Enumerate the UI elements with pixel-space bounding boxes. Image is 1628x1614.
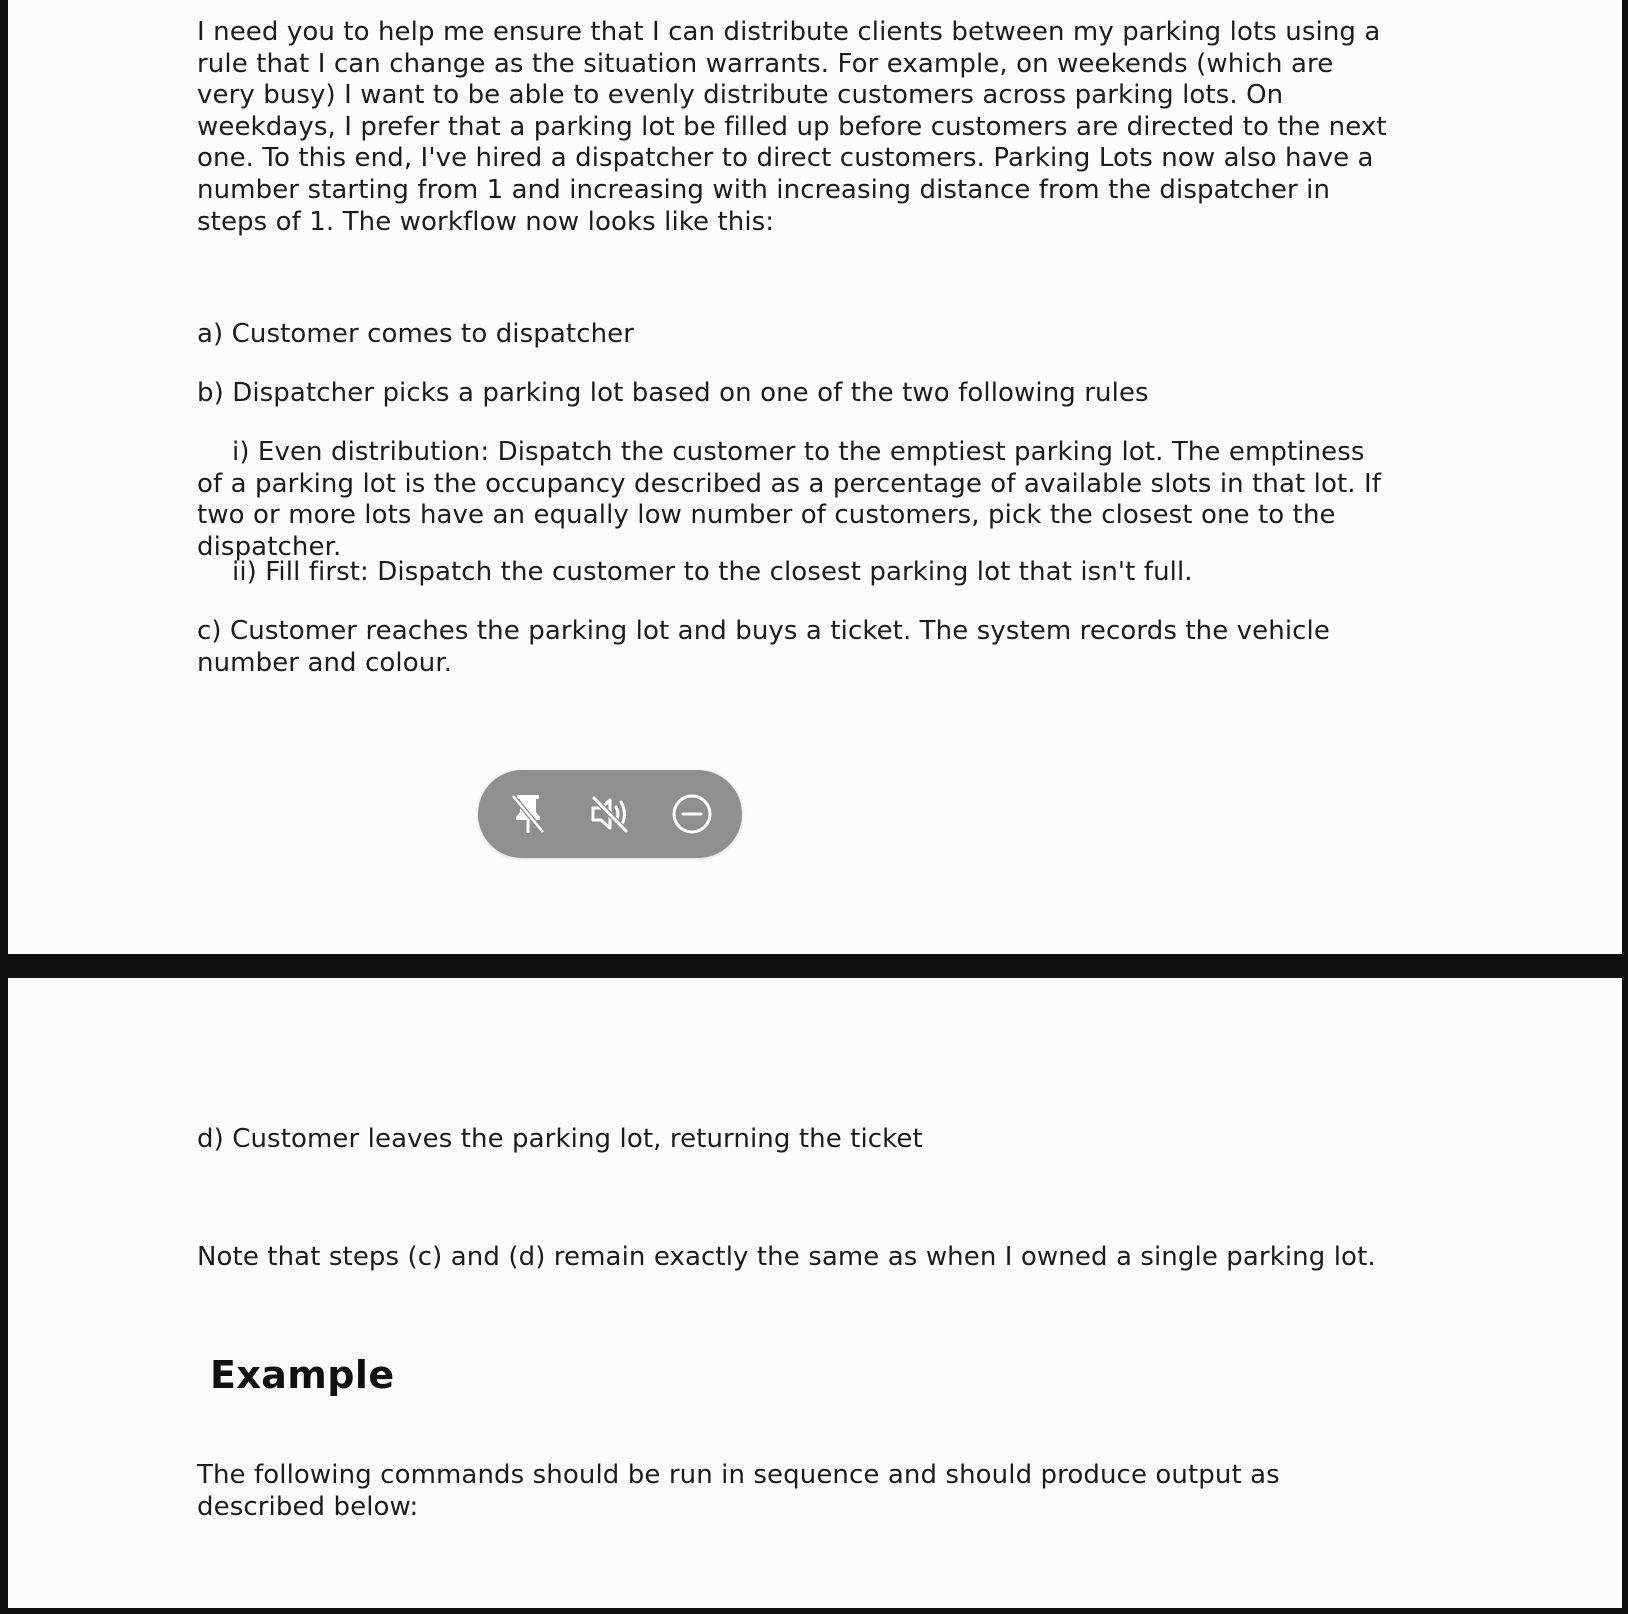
floating-control-bar xyxy=(478,770,742,858)
minimize-button[interactable] xyxy=(666,788,718,840)
step-b: b) Dispatcher picks a parking lot based on one of the two following rules xyxy=(197,378,1149,408)
document-page-top xyxy=(8,0,1622,954)
example-heading: Example xyxy=(210,1353,395,1397)
unpin-icon xyxy=(508,792,548,836)
rule-even-distribution: i) Even distribution: Dispatch the customer to the emptiest parking lot. The emptiness of a parking lot is the occupancy described as a percentage of available slots in that lot. If two or more lots have an equally low number of customers, pick the closest one to the dispatcher. xyxy=(197,437,1382,562)
rule-fill-first: ii) Fill first: Dispatch the customer to the closest parking lot that isn't full. xyxy=(232,557,1193,587)
step-a: a) Customer comes to dispatcher xyxy=(197,319,635,349)
unpin-button[interactable] xyxy=(502,788,554,840)
step-d: d) Customer leaves the parking lot, returning the ticket xyxy=(197,1124,923,1154)
note-paragraph: Note that steps (c) and (d) remain exactly the same as when I owned a single parking lot. xyxy=(197,1242,1376,1272)
mute-button[interactable] xyxy=(584,788,636,840)
step-c: c) Customer reaches the parking lot and buys a ticket. The system records the vehicle number and colour. xyxy=(197,616,1330,678)
document-page-bottom xyxy=(8,978,1622,1608)
example-text: The following commands should be run in sequence and should produce output as described below: xyxy=(197,1460,1280,1522)
mute-icon xyxy=(588,794,632,834)
minimize-icon xyxy=(670,792,714,836)
intro-paragraph: I need you to help me ensure that I can distribute clients between my parking lots using a rule that I can change as the situation warrants. For example, on weekends (which are very busy) I want to be able to evenly distribute customers across parking lots. On weekdays, I prefer that a parking lot be filled up before customers are directed to the next one. To this end, I've hired a dispatcher to direct customers. Parking Lots now also have a number starting from 1 and increasing with increasing distance from the dispatcher in steps of 1. The workflow now looks like this: xyxy=(197,17,1387,237)
